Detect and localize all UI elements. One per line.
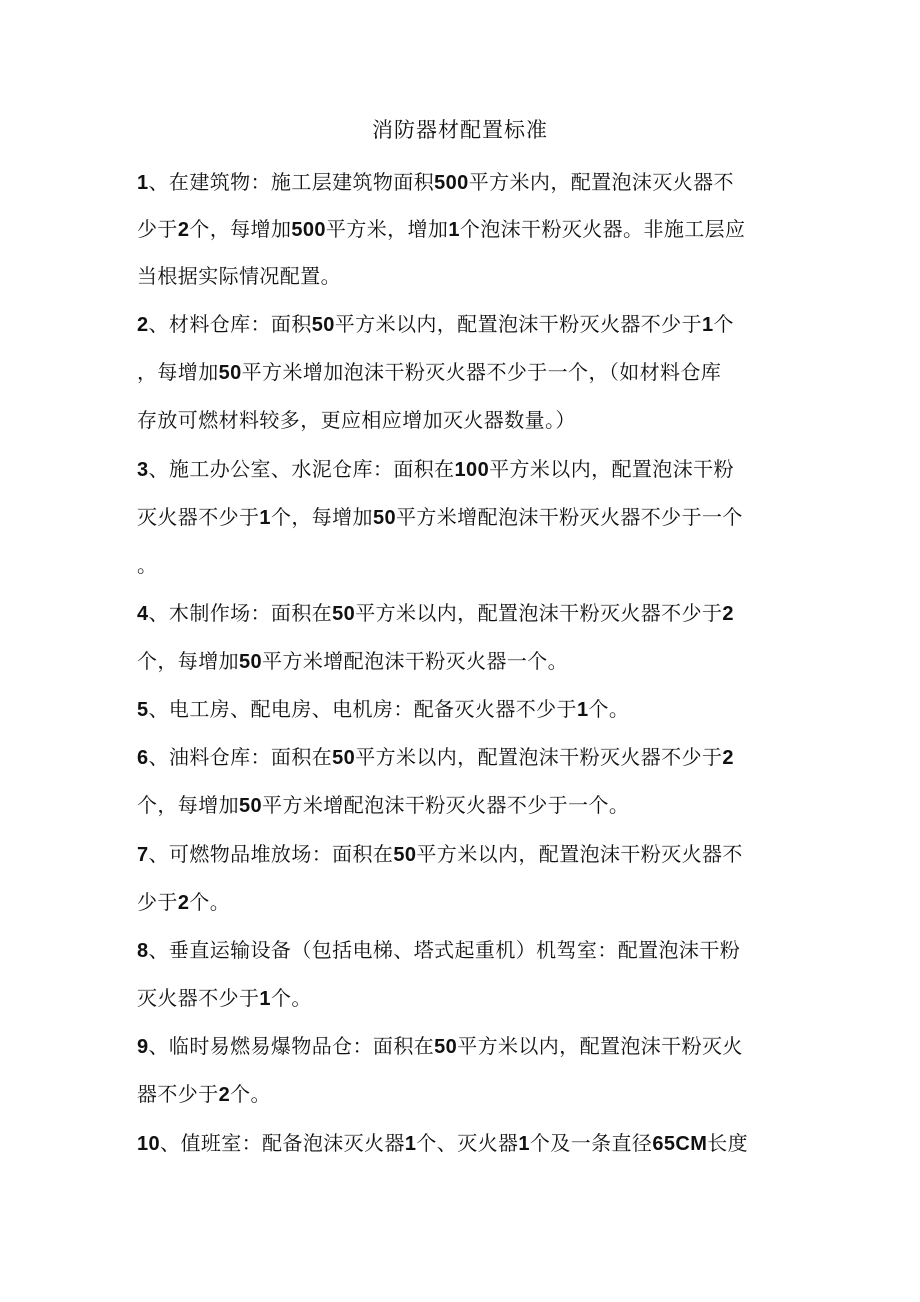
number-run: 50 — [311, 314, 335, 336]
text-run: ，每增加 — [137, 360, 219, 384]
number-run: 50 — [332, 603, 356, 625]
number-run: 9 — [137, 1036, 149, 1058]
text-run: 平方米增加泡沫干粉灭火器不少于一个，（如材料仓库 — [241, 360, 722, 384]
text-run: 、垂直运输设备（包括电梯、塔式起重机）机驾室：配置泡沫干粉 — [148, 938, 741, 962]
text-run: 平方米增配泡沫干粉灭火器一个。 — [262, 649, 569, 673]
number-run: 50 — [372, 507, 396, 529]
number-run: 50 — [239, 651, 263, 673]
text-run: 个 — [713, 312, 734, 336]
text-run: 平方米以内，配置泡沫干粉灭火器不少于 — [355, 601, 723, 625]
text-run: 平方米以内，配置泡沫干粉灭火器不 — [416, 842, 743, 866]
text-line — [137, 1128, 748, 1159]
text-run: 长度 — [707, 1131, 749, 1155]
text-run: 平方米以内，配置泡沫干粉 — [489, 457, 734, 481]
text-line — [137, 694, 629, 725]
text-run: 个，每增加 — [137, 793, 239, 817]
text-run: 平方米以内，配置泡沫干粉灭火 — [457, 1034, 743, 1058]
text-run: 个，每增加 — [270, 505, 373, 529]
number-run: 50 — [393, 844, 417, 866]
text-run: 个及一条直径 — [529, 1131, 653, 1155]
number-run: 2 — [137, 314, 149, 336]
number-run: 500 — [434, 172, 469, 194]
number-run: 5 — [137, 699, 149, 721]
text-line — [137, 983, 312, 1014]
text-run: 、油料仓库：面积在 — [148, 745, 333, 769]
text-run: 。 — [137, 553, 158, 577]
number-run: 1 — [448, 219, 460, 241]
text-run: 当根据实际情况配置。 — [137, 264, 341, 288]
text-run: 平方米，增加 — [325, 217, 449, 241]
number-run: 100 — [454, 459, 490, 481]
text-line — [137, 550, 157, 580]
text-line — [137, 1079, 271, 1110]
number-run: 1 — [576, 699, 589, 721]
text-run: 、可燃物品堆放场：面积在 — [148, 842, 394, 866]
document-title: 消防器材配置标准 — [372, 118, 548, 142]
text-line — [137, 405, 576, 435]
number-run: 50 — [434, 1036, 458, 1058]
number-run: 1 — [137, 172, 149, 194]
number-run: 65CM — [652, 1133, 708, 1155]
text-run: 、值班室：配备泡沫灭火器 — [160, 1131, 405, 1155]
number-run: 1 — [404, 1133, 417, 1155]
number-run: 3 — [137, 459, 149, 481]
number-run: 2 — [722, 603, 734, 625]
text-run: 个，每增加 — [137, 649, 239, 673]
text-line — [137, 790, 629, 821]
number-run: 1 — [518, 1133, 530, 1155]
text-line — [137, 214, 745, 245]
text-run: 个。 — [270, 986, 312, 1010]
text-run: 个。 — [230, 1082, 271, 1106]
text-line — [137, 167, 734, 198]
text-run: 平方米以内，配置泡沫干粉灭火器不少于 — [334, 312, 702, 336]
text-run: 、木制作场：面积在 — [148, 601, 333, 625]
text-run: 存放可燃材料较多，更应相应增加灭火器数量。） — [137, 408, 576, 432]
text-line — [137, 839, 743, 870]
text-run: 、施工办公室、水泥仓库：面积在 — [148, 457, 455, 481]
number-run: 50 — [332, 747, 356, 769]
number-run: 1 — [259, 507, 271, 529]
text-line — [137, 454, 734, 485]
text-line — [137, 502, 743, 533]
number-run: 10 — [137, 1133, 161, 1155]
text-run: 、电工房、配电房、电机房：配备灭火器不少于 — [148, 697, 577, 721]
number-run: 4 — [137, 603, 149, 625]
text-run: 、临时易燃易爆物品仓：面积在 — [148, 1034, 435, 1058]
text-run: 平方米以内，配置泡沫干粉灭火器不少于 — [355, 745, 723, 769]
number-run: 7 — [137, 844, 149, 866]
text-run: 个、灭火器 — [416, 1131, 519, 1155]
text-line — [137, 309, 734, 340]
text-line — [137, 598, 734, 629]
text-line — [137, 261, 341, 291]
text-line — [137, 357, 721, 388]
text-run: 、在建筑物：施工层建筑物面积 — [148, 170, 435, 194]
text-run: 少于 — [137, 217, 178, 241]
text-run: 个泡沫干粉灭火器。非施工层应 — [459, 217, 746, 241]
text-run: 平方米增配泡沫干粉灭火器不少于一个。 — [262, 793, 630, 817]
number-run: 500 — [291, 219, 326, 241]
text-line — [137, 742, 734, 773]
text-line — [137, 887, 230, 918]
number-run: 50 — [239, 795, 263, 817]
text-run: 灭火器不少于 — [137, 505, 260, 529]
text-line — [137, 935, 740, 966]
text-line — [137, 646, 568, 677]
number-run: 6 — [137, 747, 149, 769]
text-run: 个。 — [189, 890, 231, 914]
number-run: 2 — [218, 1084, 231, 1106]
text-run: 器不少于 — [137, 1082, 219, 1106]
number-run: 2 — [722, 747, 734, 769]
text-run: 平方米增配泡沫干粉灭火器不少于一个 — [395, 505, 743, 529]
text-run: 个，每增加 — [189, 217, 292, 241]
number-run: 2 — [177, 892, 190, 914]
text-run: 个。 — [588, 697, 630, 721]
text-line — [137, 1031, 743, 1062]
number-run: 50 — [218, 362, 242, 384]
number-run: 2 — [177, 219, 190, 241]
number-run: 8 — [137, 940, 149, 962]
number-run: 1 — [701, 314, 714, 336]
number-run: 1 — [259, 988, 271, 1010]
text-run: 、材料仓库：面积 — [148, 312, 312, 336]
text-run: 平方米内，配置泡沫灭火器不 — [468, 170, 734, 194]
text-run: 灭火器不少于 — [137, 986, 260, 1010]
text-run: 少于 — [137, 890, 178, 914]
